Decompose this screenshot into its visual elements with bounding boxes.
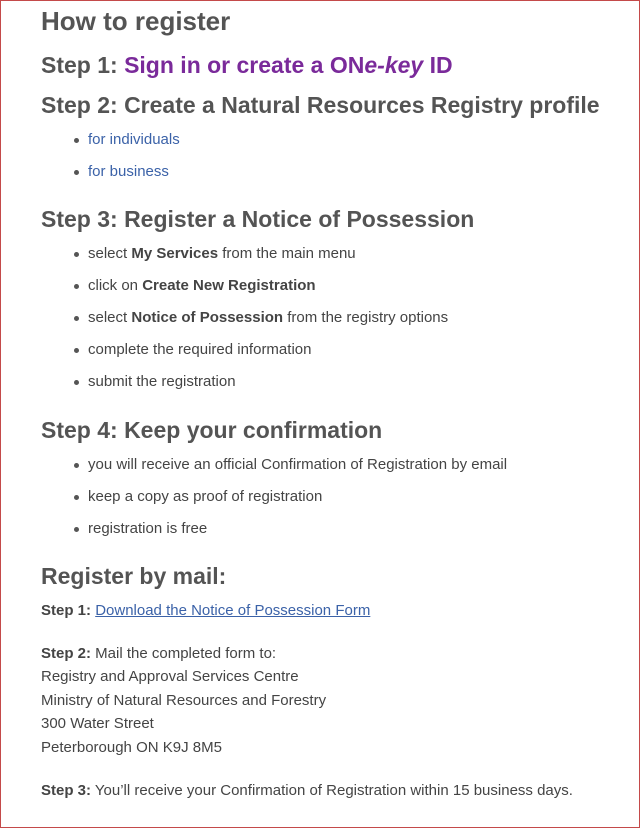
item-text: from the main menu	[218, 245, 356, 262]
step2-heading: Step 2: Create a Natural Resources Registry profile	[41, 92, 600, 118]
list-item: you will receive an official Confirmation of Registration by email	[41, 456, 507, 473]
step-label: Step 1:	[41, 602, 92, 619]
step3-heading: Step 3: Register a Notice of Possession	[41, 206, 475, 232]
list-item: registration is free	[41, 520, 207, 537]
mail-step2	[41, 645, 276, 662]
item-text: from the registry options	[283, 309, 449, 326]
business-link[interactable]: for business	[88, 163, 169, 180]
step-label: Step 2:	[41, 645, 92, 662]
step-text: Mail the completed form to:	[91, 645, 277, 662]
onekey-link-text-a: Sign in or create a ON	[124, 52, 365, 78]
item-text: select	[88, 245, 132, 262]
list-item: keep a copy as proof of registration	[41, 488, 322, 505]
address-line: Registry and Approval Services Centre	[41, 668, 299, 685]
onekey-link-text-b: ID	[423, 52, 453, 78]
download-form-link[interactable]: Download the Notice of Possession Form	[95, 602, 371, 619]
list-item: submit the registration	[41, 373, 236, 390]
step1-prefix: Step 1:	[41, 52, 118, 78]
item-bold: My Services	[131, 245, 219, 262]
individuals-link[interactable]: for individuals	[88, 131, 180, 148]
step1-heading	[41, 52, 453, 79]
page-title: How to register	[41, 6, 231, 36]
list-item	[41, 131, 180, 148]
item-text: select	[88, 309, 132, 326]
step-text: You’ll receive your Confirmation of Registration within 15 business days.	[91, 782, 573, 799]
item-bold: Create New Registration	[142, 277, 316, 294]
mail-step1	[41, 602, 370, 619]
list-item	[41, 245, 356, 262]
onekey-link-italic: e-key	[364, 52, 424, 78]
address-line: 300 Water Street	[41, 715, 154, 732]
list-item	[41, 309, 448, 326]
mail-heading: Register by mail:	[41, 563, 227, 589]
onekey-signin-link[interactable]	[124, 52, 453, 78]
list-item	[41, 277, 316, 294]
mail-step3	[41, 782, 573, 799]
list-item	[41, 163, 169, 180]
list-item: complete the required information	[41, 341, 311, 358]
address-line: Ministry of Natural Resources and Forestry	[41, 692, 327, 709]
item-bold: Notice of Possession	[131, 309, 284, 326]
item-text: click on	[88, 277, 143, 294]
step4-heading: Step 4: Keep your confirmation	[41, 417, 383, 443]
address-line: Peterborough ON K9J 8M5	[41, 739, 222, 756]
step-label: Step 3:	[41, 782, 92, 799]
